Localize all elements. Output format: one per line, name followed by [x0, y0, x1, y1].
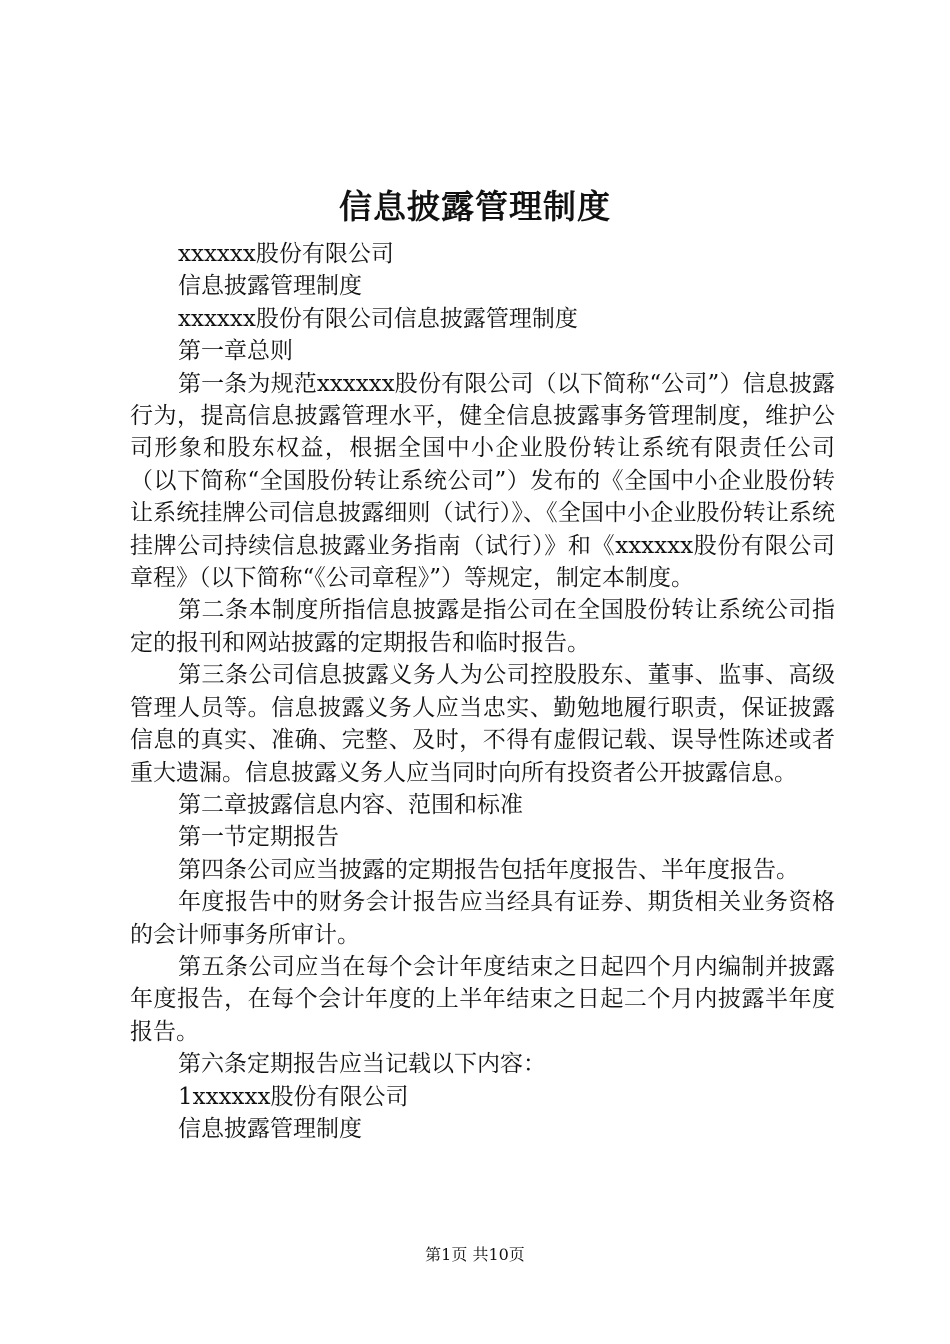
section-heading-1: 第一节定期报告 — [178, 824, 339, 851]
article-2: 第二条本制度所指信息披露是指公司在全国股份转让系统公司指定的报刊和网站披露的定期报告和临时报告。 — [130, 597, 835, 656]
paragraph-full-title: xxxxxx股份有限公司信息披露管理制度 — [178, 305, 578, 332]
paragraph-subtitle: 信息披露管理制度 — [178, 273, 362, 300]
article-4-note: 年度报告中的财务会计报告应当经具有证券、期货相关业务资格的会计师事务所审计。 — [130, 889, 835, 948]
chapter-heading-2: 第二章披露信息内容、范围和标准 — [178, 791, 523, 818]
article-3: 第三条公司信息披露义务人为公司控股股东、董事、监事、高级管理人员等。信息披露义务人应当忠实、勤勉地履行职责，保证披露信息的真实、准确、完整、及时，不得有虚假记载、误导性陈述或者重大遗漏。信息披露义务人应当同时向所有投资者公开披露信息。 — [130, 662, 835, 786]
paragraph-company-name-repeat: 1xxxxxx股份有限公司 — [178, 1083, 409, 1110]
page-number-footer: 第1页 共10页 — [425, 1245, 525, 1264]
article-5: 第五条公司应当在每个会计年度结束之日起四个月内编制并披露年度报告，在每个会计年度的上半年结束之日起二个月内披露半年度报告。 — [130, 953, 835, 1045]
chapter-heading-1: 第一章总则 — [178, 338, 293, 365]
article-6: 第六条定期报告应当记载以下内容： — [178, 1051, 546, 1078]
article-4: 第四条公司应当披露的定期报告包括年度报告、半年度报告。 — [178, 856, 799, 883]
paragraph-subtitle-repeat: 信息披露管理制度 — [178, 1115, 362, 1142]
document-title: 信息披露管理制度 — [339, 187, 611, 226]
paragraph-company-name: xxxxxx股份有限公司 — [178, 241, 394, 267]
article-1: 第一条为规范xxxxxx股份有限公司（以下简称“公司”）信息披露行为，提高信息披露管理水平，健全信息披露事务管理制度，维护公司形象和股东权益，根据全国中小企业股份转让系统有限责任公司（以下简称“全国股份转让系统公司”）发布的《全国中小企业股份转让系统挂牌公司信息披露细则（试行）》、《全国中小企业股份转让系统挂牌公司持续信息披露业务指南（试行）》和《xxxxxx股份有限公司章程》（以下简称“《公司章程》”）等规定，制定本制度。 — [130, 370, 835, 592]
document-body — [130, 238, 835, 1145]
